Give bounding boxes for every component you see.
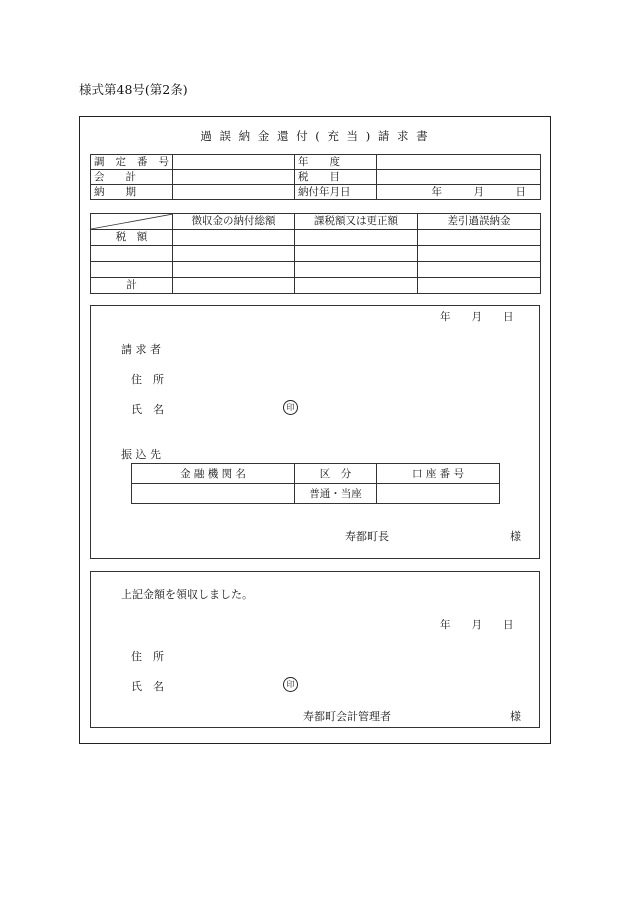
label-account: 会 計 [91, 170, 173, 185]
field-fiscal-year[interactable] [377, 155, 541, 170]
cell-total-paid-2[interactable] [173, 246, 295, 262]
request-addressee: 寿都町長 [345, 530, 389, 543]
receipt-address-label: 住 所 [131, 650, 164, 663]
header-total-paid: 徴収金の納付総額 [173, 214, 295, 230]
header-tax-assessed: 課税額又は更正額 [295, 214, 418, 230]
requester-label: 請 求 者 [121, 343, 161, 356]
form-title: 過 誤 納 金 還 付 ( 充 当 ) 請 求 書 [200, 129, 430, 143]
field-account-type[interactable]: 普通・当座 [295, 484, 377, 504]
diagonal-header-cell [91, 214, 173, 230]
field-account[interactable] [173, 170, 295, 185]
header-bank-name: 金 融 機 関 名 [132, 464, 295, 484]
field-payment-date[interactable]: 年 月 日 [377, 185, 541, 200]
cell-total-paid-1[interactable] [173, 230, 295, 246]
receipt-name-label: 氏 名 [131, 680, 164, 693]
transfer-destination-label: 振 込 先 [121, 448, 161, 461]
seal-icon: 印 [283, 400, 298, 415]
cell-overpaid-3[interactable] [418, 262, 541, 278]
cell-tax-assessed-3[interactable] [295, 262, 418, 278]
receipt-statement: 上記金額を領収しました。 [121, 588, 253, 601]
row-label-total: 計 [91, 278, 173, 294]
requester-address-label: 住 所 [131, 373, 164, 386]
field-payment-period[interactable] [173, 185, 295, 200]
cell-overpaid-1[interactable] [418, 230, 541, 246]
row-label-tax-amount: 税 額 [91, 230, 173, 246]
requester-name-label: 氏 名 [131, 403, 164, 416]
header-account-type: 区 分 [295, 464, 377, 484]
receipt-seal-mark [283, 677, 298, 692]
field-bank-name[interactable] [132, 484, 295, 504]
row-label-blank-3 [91, 262, 173, 278]
label-fiscal-year: 年 度 [295, 155, 377, 170]
diagonal-line [91, 214, 173, 229]
label-payment-date: 納付年月日 [295, 185, 377, 200]
receipt-honorific: 様 [510, 710, 521, 723]
label-tax-item: 税 目 [295, 170, 377, 185]
label-payment-period: 納 期 [91, 185, 173, 200]
header-account-number: 口 座 番 号 [377, 464, 500, 484]
cell-overpaid-sum[interactable] [418, 278, 541, 294]
cell-overpaid-2[interactable] [418, 246, 541, 262]
receipt-addressee: 寿都町会計管理者 [303, 710, 391, 723]
header-overpaid-amount: 差引過誤納金 [418, 214, 541, 230]
receipt-date[interactable]: 年 月 日 [440, 619, 514, 631]
cell-tax-assessed-1[interactable] [295, 230, 418, 246]
cell-tax-assessed-sum[interactable] [295, 278, 418, 294]
cell-tax-assessed-2[interactable] [295, 246, 418, 262]
cell-total-paid-sum[interactable] [173, 278, 295, 294]
seal-icon: 印 [283, 677, 298, 692]
form-number: 様式第48号(第2条) [79, 82, 188, 97]
request-date[interactable]: 年 月 日 [440, 311, 514, 323]
field-assessment-number[interactable] [173, 155, 295, 170]
cell-total-paid-3[interactable] [173, 262, 295, 278]
request-honorific: 様 [510, 530, 521, 543]
requester-seal-mark [283, 400, 298, 415]
info-table [90, 154, 541, 200]
row-label-blank-2 [91, 246, 173, 262]
field-tax-item[interactable] [377, 170, 541, 185]
amount-table [90, 213, 541, 294]
bank-table [131, 463, 500, 504]
label-assessment-number: 調定番号 [91, 155, 173, 170]
field-account-number[interactable] [377, 484, 500, 504]
